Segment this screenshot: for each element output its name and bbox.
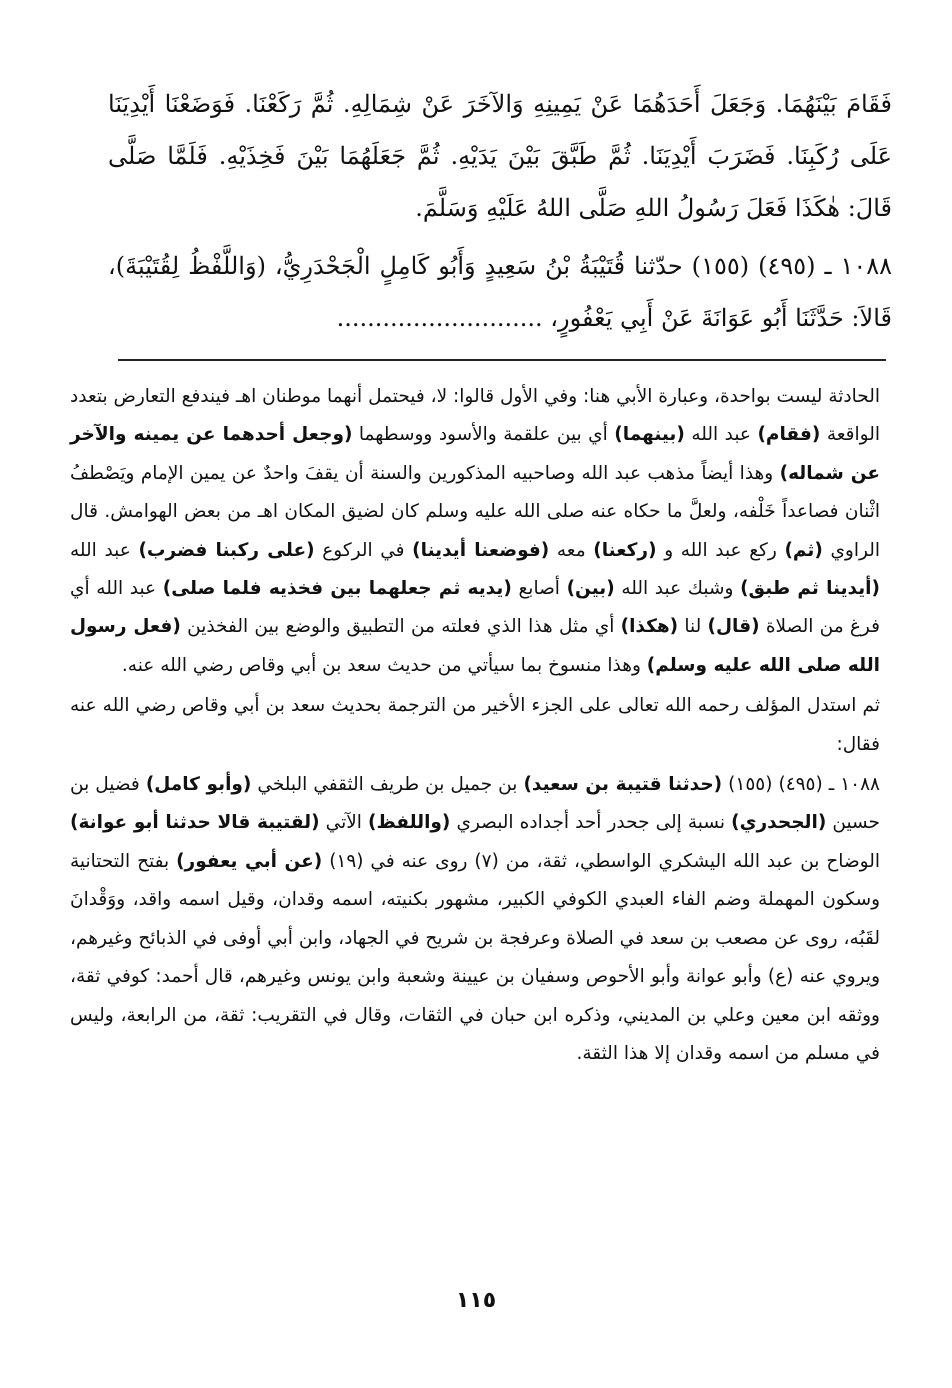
text-segment: ١٠٨٨ ـ (٤٩٥) (١٥٥) <box>722 774 880 796</box>
text-segment: أصابع <box>511 578 567 600</box>
text-segment: لنا <box>678 616 708 638</box>
text-segment: معه <box>549 539 594 561</box>
bold-quote-segment: (وأبو كامل) <box>145 774 252 796</box>
text-segment: وهذا منسوخ بما سيأتي من حديث سعد بن أبي وقاص رضي الله عنه. <box>121 654 647 676</box>
text-segment: أي بين علقمة والأسود ووسطهما <box>352 424 615 446</box>
bold-quote-segment: (بينهما) <box>614 424 685 446</box>
footnote-separator <box>118 359 886 361</box>
text-segment: بن جميل بن طريف الثقفي البلخي <box>251 774 524 796</box>
text-segment: ركع عبد الله و <box>656 539 785 561</box>
commentary-paragraph-3 <box>70 766 880 1073</box>
hadith-continuation-dots: ........................... <box>336 304 543 332</box>
text-segment: في الركوع <box>314 539 413 561</box>
hadith-isnad <box>108 240 892 344</box>
text-segment: الوضاح بن عبد الله اليشكري الواسطي، ثقة، من (٧) روى عنه في (١٩) <box>322 850 880 872</box>
commentary-paragraph-1 <box>70 378 880 685</box>
commentary-paragraph-2: ثم استدل المؤلف رحمه الله تعالى على الجزء الأخير من الترجمة بحديث سعد بن أبي وقاص رضي الله عنه فقال: <box>70 695 880 755</box>
text-segment: عبد الله <box>684 424 758 446</box>
bold-quote-segment: (بين) <box>566 578 615 600</box>
text-segment: وشبك عبد الله <box>614 578 741 600</box>
bold-quote-segment: (الجحدري) <box>731 812 827 834</box>
text-segment: نسبة إلى جحدر أحد أجداده البصري <box>450 812 732 834</box>
bold-quote-segment: (وجعل أحدهما عن يمينه والآخر عن شماله) <box>70 424 881 484</box>
text-segment: بفتح التحتانية وسكون المهملة وضم الفاء العبدي الكوفي الكبير، مشهور بكنيته، اسمه وقدان، وقيل اسمه واقد، ووَقْدانَ لقَبُه، روى عن مصعب بن سعد في الصلاة وعرفجة بن شريح في الجهاد، وابن أبي أوفى في الذبائح وغيرهم، ويروي عنه (ع) وأبو عوانة وأبو الأحوص وسفيان بن عيينة وشعبة وابن يونس وغيرهم، قال أحمد: كوفي ثقة، ووثقه ابن معين وعلي بن المديني، وذكره ابن حبان في الثقات، وقال في التقريب: ثقة، من الرابعة، وليس في مسلم من اسمه وقدان إلا هذا الثقة. <box>70 850 880 1064</box>
bold-quote-segment: (ركعنا) <box>593 539 657 561</box>
commentary-block <box>70 378 880 1073</box>
bold-quote-segment: (على ركبنا فضرب) <box>138 539 315 561</box>
text-segment: فضيل بن حسين <box>70 774 880 834</box>
bold-quote-segment: (لقتيبة قالا حدثنا أبو عوانة) <box>70 812 320 834</box>
text-segment: عبد الله أي فرغ من الصلاة <box>70 578 880 638</box>
text-segment: عبد الله <box>70 539 139 561</box>
bold-quote-segment: (فوضعنا أيدينا) <box>412 539 550 561</box>
bold-quote-segment: (عن أبي يعفور) <box>176 850 323 872</box>
bold-quote-segment: (فعل رسول الله صلى الله عليه وسلم) <box>70 616 880 676</box>
hadith-text-block <box>108 78 892 344</box>
bold-quote-segment: (هكذا) <box>620 616 679 638</box>
bold-quote-segment: (أيدينا ثم طبق) <box>740 578 880 600</box>
text-segment: الآتي <box>319 812 369 834</box>
hadith-isnad-text: ١٠٨٨ ـ (٤٩٥) (١٥٥) حدّثنا قُتَيْبَةُ بْنُ سَعِيدٍ وَأَبُو كَامِلٍ الْجَحْدَرِيُّ، (وَاللَّفْظُ لِقُتَيْبَةَ)، قَالاَ: حَدَّثَنَا أَبُو عَوَانَةَ عَنْ أَبِي يَعْفُورٍ، <box>108 252 893 332</box>
bold-quote-segment: (فقام) <box>757 424 821 446</box>
page-number: ١١٥ <box>455 1288 497 1313</box>
bold-quote-segment: (حدثنا قتيبة بن سعيد) <box>523 774 723 796</box>
bold-quote-segment: (واللفظ) <box>368 812 451 834</box>
text-segment: الحادثة ليست بواحدة، وعبارة الأبي هنا: وفي الأول قالوا: لا، فيحتمل أنهما موطنان اهـ فيندفع التعارض بتعدد الواقعة <box>70 386 880 446</box>
text-segment: أي مثل هذا الذي فعلته من التطبيق والوضع بين الفخذين <box>180 616 621 638</box>
hadith-matn: فَقَامَ بَيْنَهُمَا. وَجَعَلَ أَحَدَهُمَا عَنْ يَمِينِهِ وَالآخَرَ عَنْ شِمَالِهِ. ثُمَّ رَكَعْنَا. فَوَضَعْنَا أَيْدِيَنَا عَلَى رُكَبِنَا. فَضَرَبَ أَيْدِيَنَا. ثُمَّ طَبَّقَ بَيْنَ يَدَيْهِ. ثُمَّ جَعَلَهُمَا بَيْنَ فَخِذَيْهِ. فَلَمَّا صَلَّى قَالَ: هٰكَذَا فَعَلَ رَسُولُ اللهِ صَلَّى اللهُ عَلَيْهِ وَسَلَّمَ. <box>108 90 892 222</box>
bold-quote-segment: (ثم) <box>784 539 823 561</box>
bold-quote-segment: (قال) <box>707 616 760 638</box>
text-segment: وهذا أيضاً مذهب عبد الله وصاحبيه المذكورين والسنة أن يقفَ واحدٌ عن يمين الإمام ويَصْطفُ اثْنان فصاعداً خَلْفه، ولعلَّ ما حكاه عنه صلى الله عليه وسلم كان لضيق المكان اهـ من بعض الهوامش. قال الراوي <box>70 462 880 561</box>
bold-quote-segment: (يديه ثم جعلهما بين فخذيه فلما صلى) <box>162 578 512 600</box>
